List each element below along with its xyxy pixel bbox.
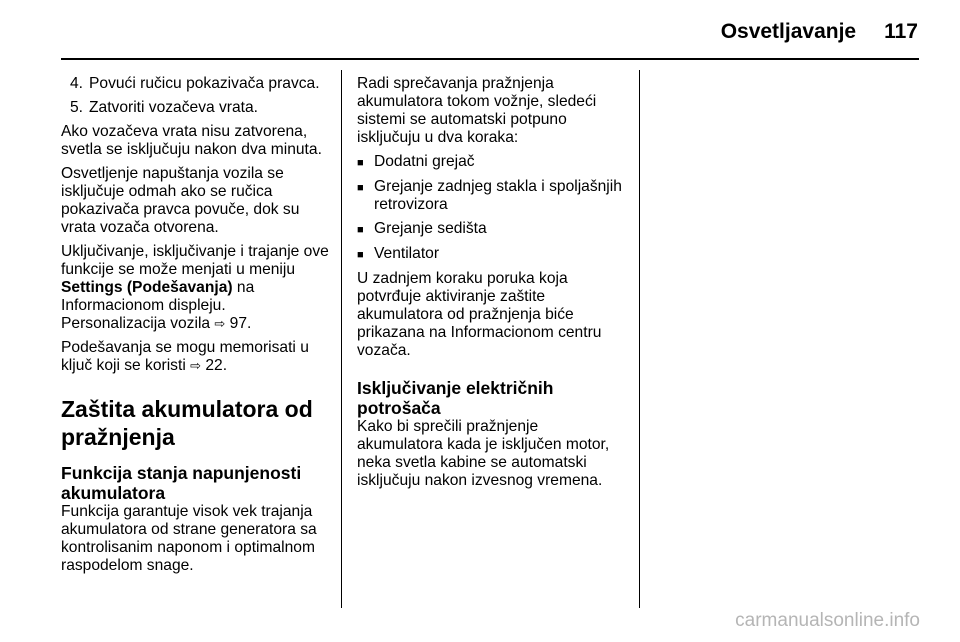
- page-reference-arrow-icon: ⇨: [190, 358, 202, 373]
- step-number: 4.: [69, 75, 83, 92]
- column-divider-left: [341, 70, 342, 608]
- square-bullet-icon: ■: [357, 249, 364, 261]
- paragraph: [61, 243, 333, 333]
- list-item: [357, 220, 625, 239]
- list-item-text: Grejanje zadnjeg stakla i spoljašnjih retrovizora: [374, 178, 622, 213]
- cross-reference-text: Personalizacija vozila: [61, 315, 215, 332]
- list-item-text: Grejanje sedišta: [374, 220, 487, 237]
- subsection-heading: Funkcija stanja napunjenosti akumulatora: [61, 463, 302, 503]
- paragraph: [61, 339, 333, 375]
- list-item: [357, 153, 625, 172]
- paragraph-text: Uključivanje, isključivanje i trajanje ove funkcije se može menjati u meniju: [61, 243, 329, 278]
- paragraph: Kako bi sprečili pražnjenje akumulatora kada je isključen motor, neka svetla kabine se automatski isključuju nakon izvesnog vremena.: [357, 418, 610, 489]
- paragraph-text: na Informacionom displeju.: [61, 279, 255, 314]
- left-column: [61, 75, 333, 581]
- header-rule: [61, 58, 919, 60]
- paragraph-text: Podešavanja se mogu memorisati u ključ koji se koristi: [61, 339, 309, 374]
- paragraph: Funkcija garantuje visok vek trajanja akumulatora od strane generatora sa kontrolisanim naponom i optimalnom raspodelom snage.: [61, 503, 317, 574]
- square-bullet-icon: ■: [357, 157, 364, 169]
- step-item: [61, 99, 333, 117]
- cross-reference-page[interactable]: 22.: [205, 357, 228, 374]
- list-item: [357, 178, 625, 214]
- page-number: 117: [884, 20, 918, 43]
- cross-reference-page[interactable]: 97.: [229, 315, 252, 332]
- paragraph: Ako vozačeva vrata nisu zatvorena, svetla se isključuju nakon dva minuta.: [61, 123, 322, 158]
- paragraph: U zadnjem koraku poruka koja potvrđuje aktiviranje zaštite akumulatora od pražnjenja biće prikazana na Informacionom centru vozača.: [357, 270, 602, 359]
- section-heading: Zaštita akumulatora od pražnjenja: [61, 396, 313, 450]
- watermark: carmanualsonline.info: [735, 610, 920, 631]
- square-bullet-icon: ■: [357, 182, 364, 194]
- column-divider-right: [639, 70, 640, 608]
- page-reference-arrow-icon: ⇨: [214, 316, 226, 331]
- paragraph: Osvetljenje napuštanja vozila se isključuje odmah ako se ručica pokazivača pravca povuče, dok su vrata vozača otvorena.: [61, 165, 300, 236]
- list-item: [357, 245, 625, 264]
- step-text: Zatvoriti vozačeva vrata.: [89, 99, 258, 116]
- list-item-text: Dodatni grejač: [374, 153, 475, 170]
- list-item-text: Ventilator: [374, 245, 440, 262]
- square-bullet-icon: ■: [357, 224, 364, 236]
- middle-column: [357, 75, 625, 496]
- step-item: [61, 75, 333, 93]
- paragraph: Radi sprečavanja pražnjenja akumulatora tokom vožnje, sledeći sistemi se automatski potpuno isključuju u dva koraka:: [357, 75, 597, 146]
- page-header: [721, 16, 918, 48]
- step-text: Povući ručicu pokazivača pravca.: [89, 75, 320, 92]
- subsection-heading: Isključivanje električnih potrošača: [357, 378, 554, 418]
- step-number: 5.: [69, 99, 83, 116]
- menu-term: Settings (Podešavanja): [61, 279, 233, 296]
- section-title: Osvetljavanje: [720, 20, 857, 43]
